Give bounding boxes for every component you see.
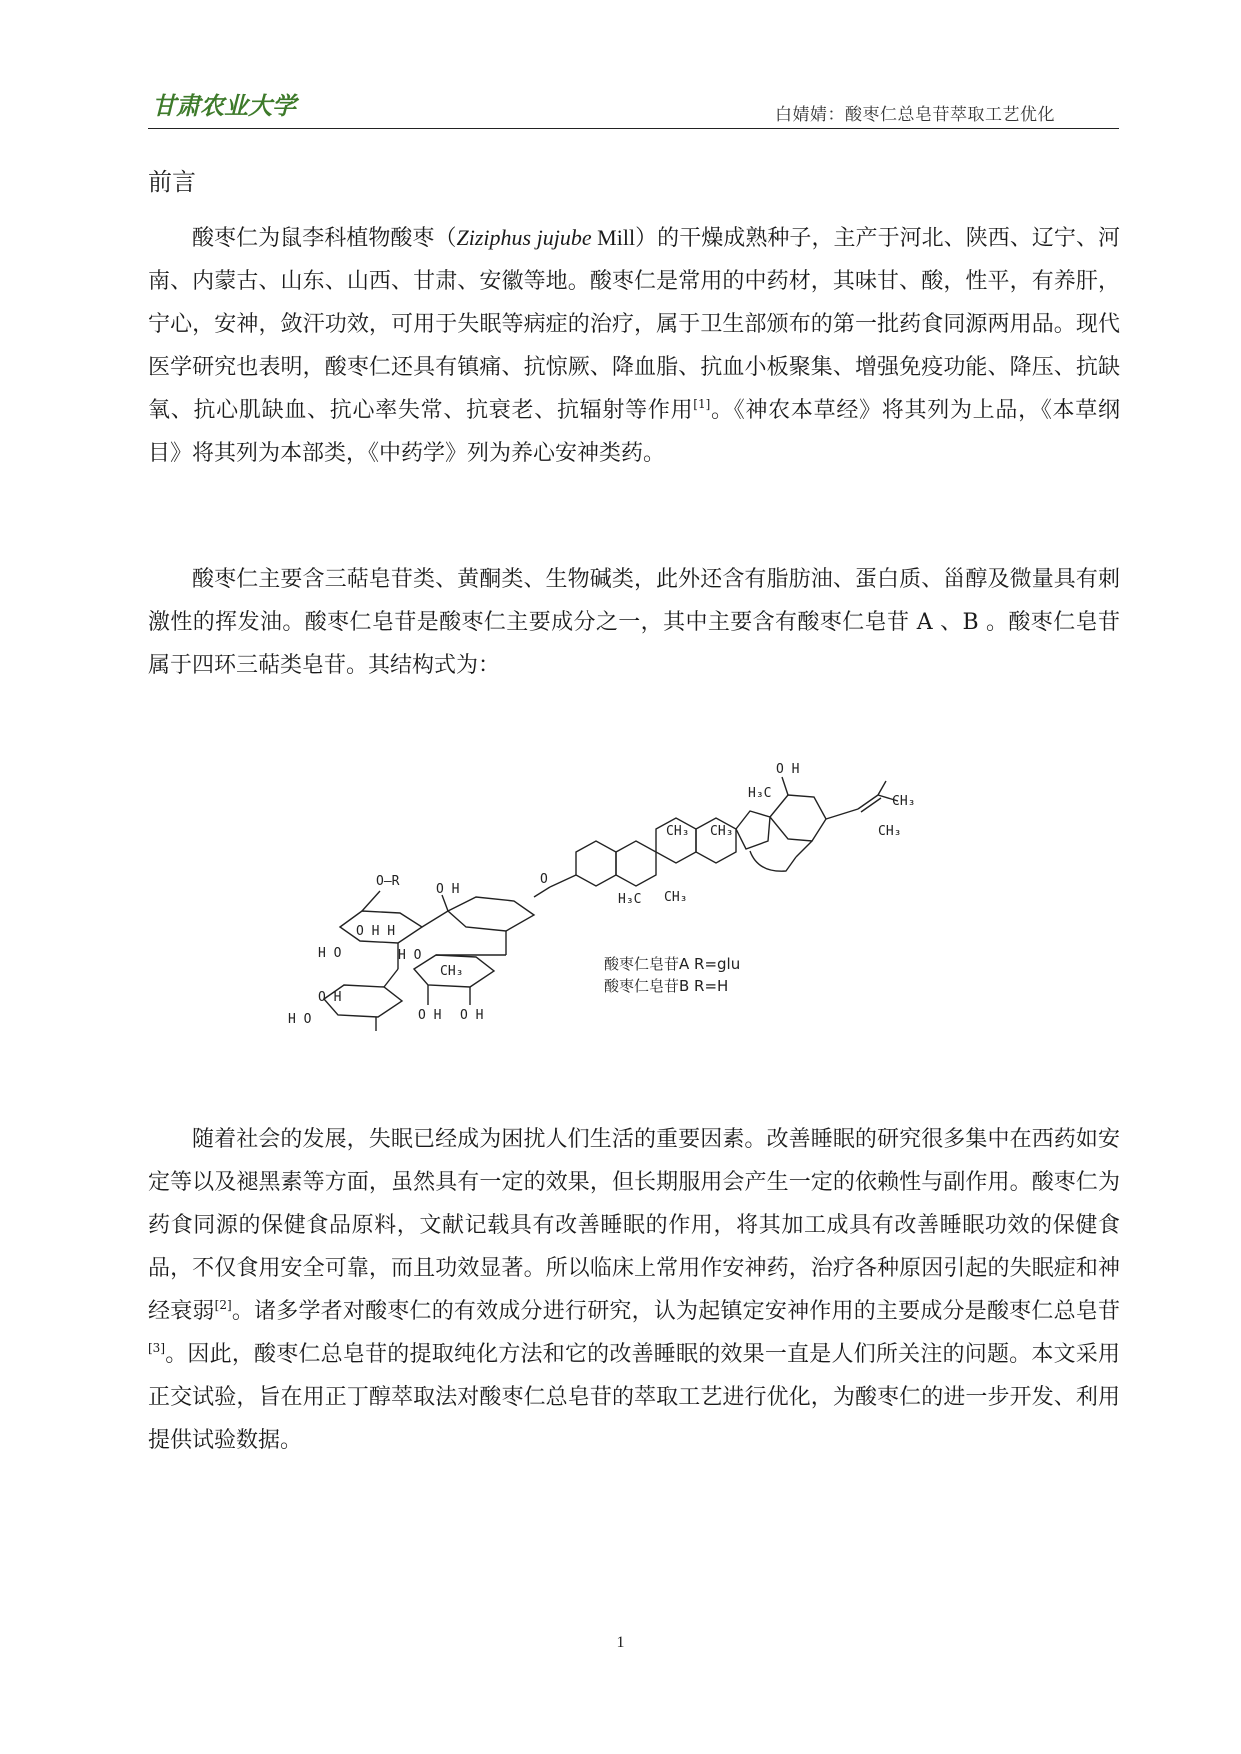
logo-text: 甘肃农业大学 xyxy=(152,91,296,120)
label-ch3-sugar: CH₃ xyxy=(440,964,464,979)
label-h3c-top: H₃C xyxy=(748,786,772,801)
ring-f xyxy=(770,795,826,841)
latin-species-name: Ziziphus jujube xyxy=(456,225,592,250)
bridge-ring xyxy=(750,851,796,871)
page-number: 1 xyxy=(616,1634,625,1651)
ring-a xyxy=(576,841,616,886)
citation-1: [1] xyxy=(693,397,711,411)
label-ch3-b: CH₃ xyxy=(710,824,734,839)
label-ch3-right-2: CH₃ xyxy=(878,824,902,839)
label-oh-top: O H xyxy=(776,762,800,777)
citation-2: [2] xyxy=(214,1298,232,1312)
oh-bond xyxy=(782,777,788,795)
label-ch3-bottom: CH₃ xyxy=(664,890,688,905)
paragraph-3 xyxy=(148,1118,1120,1462)
side-chain-4 xyxy=(878,781,886,795)
label-oh-left-2: O H xyxy=(318,990,342,1005)
header-rule xyxy=(148,128,1119,129)
ring-e xyxy=(736,811,770,849)
chemical-structure-figure xyxy=(288,755,938,1085)
label-ch3-a: CH₃ xyxy=(666,824,690,839)
label-oh-mid: O H xyxy=(436,882,460,897)
paragraph-1-text-b: ）的干燥成熟种子，主产于河北、陕西、辽宁、河南、内蒙古、山东、山西、甘肃、安徽等地。酸枣仁是常用的中药材，其味甘、酸，性平，有养肝，宁心，安神，敛汗功效，可用于失眠等病症的治疗，属于卫生部颁布的第一批药食同源两用品。现代医学研究也表明，酸枣仁还具有镇痛、抗惊厥、降血脂、抗血小板聚集、增强免疫功能、降压、抗缺氧、抗心肌缺血、抗心率失常、抗衰老、抗辐射等作用 xyxy=(148,226,1120,423)
paragraph-2: 酸枣仁主要含三萜皂苷类、黄酮类、生物碱类，此外还含有脂肪油、蛋白质、甾醇及微量具有刺激性的挥发油。酸枣仁皂苷是酸枣仁主要成分之一，其中主要含有酸枣仁皂苷 A 、B 。酸枣仁皂苷属于四环三萜类皂苷。其结构式为： xyxy=(148,567,1120,678)
structure-diagram xyxy=(288,755,938,1085)
label-ho-left: H O xyxy=(318,946,342,961)
glycoside-bond xyxy=(550,875,576,887)
caption-saponin-b: 酸枣仁皂苷B R=H xyxy=(604,977,729,995)
ring-b xyxy=(616,841,656,886)
label-oh-b2: O H xyxy=(460,1008,484,1023)
paragraph-3-text-b: 。诸多学者对酸枣仁的有效成分进行研究，认为起镇定安神作用的主要成分是酸枣仁总皂苷 xyxy=(231,1299,1120,1324)
paragraph-1-text-c: 。《神农本草经》将其列为上品，《本草纲目》将其列为本部类，《中药学》列为养心安神类药。 xyxy=(148,398,1120,466)
side-chain-1 xyxy=(826,809,858,819)
label-oh-h: O H H xyxy=(356,924,396,939)
paragraph-1 xyxy=(148,216,1120,475)
label-ch3-right-1: CH₃ xyxy=(892,794,916,809)
label-o-link: O xyxy=(540,872,548,887)
label-o-r: O—R xyxy=(376,874,400,889)
paragraph-3-text-c: 。因此，酸枣仁总皂苷的提取纯化方法和它的改善睡眠的效果一直是人们所关注的问题。本文采用正交试验，旨在用正丁醇萃取法对酸枣仁总皂苷的萃取工艺进行优化，为酸枣仁的进一步开发、利用提供试验数据。 xyxy=(148,1342,1120,1453)
university-logo xyxy=(150,84,296,124)
section-title: 前言 xyxy=(148,168,196,196)
caption-saponin-a: 酸枣仁皂苷A R=glu xyxy=(604,955,741,973)
citation-3: [3] xyxy=(148,1341,165,1355)
paragraph-3-text-a: 随着社会的发展，失眠已经成为困扰人们生活的重要因素。改善睡眠的研究很多集中在西药如安定等以及褪黑素等方面，虽然具有一定的效果，但长期服用会产生一定的依赖性与副作用。酸枣仁为药食同源的保健食品原料，文献记载具有改善睡眠的作用，将其加工成具有改善睡眠功效的保健食品，不仅食用安全可靠，而且功效显著。所以临床上常用作安神药，治疗各种原因引起的失眠症和神经衰弱 xyxy=(148,1127,1120,1324)
sugar2-ch2 xyxy=(362,891,380,911)
label-h3c-bottom: H₃C xyxy=(618,892,642,907)
sugar1-oh xyxy=(442,895,448,911)
bridge-ring-2 xyxy=(796,841,812,857)
sugar4-link xyxy=(384,969,398,987)
sugar2-link xyxy=(422,911,448,927)
latin-author: Mill xyxy=(591,225,636,250)
label-ho-mid: H O xyxy=(398,948,422,963)
paragraph-1-text-a: 酸枣仁为鼠李科植物酸枣（ xyxy=(192,226,457,251)
label-ho-left-2: H O xyxy=(288,1012,312,1027)
sugar-ring-1 xyxy=(448,897,534,931)
running-title: 白婧婧：酸枣仁总皂苷萃取工艺优化 xyxy=(775,105,1055,125)
label-oh-b1: O H xyxy=(418,1008,442,1023)
glycoside-bond-2 xyxy=(534,887,550,897)
